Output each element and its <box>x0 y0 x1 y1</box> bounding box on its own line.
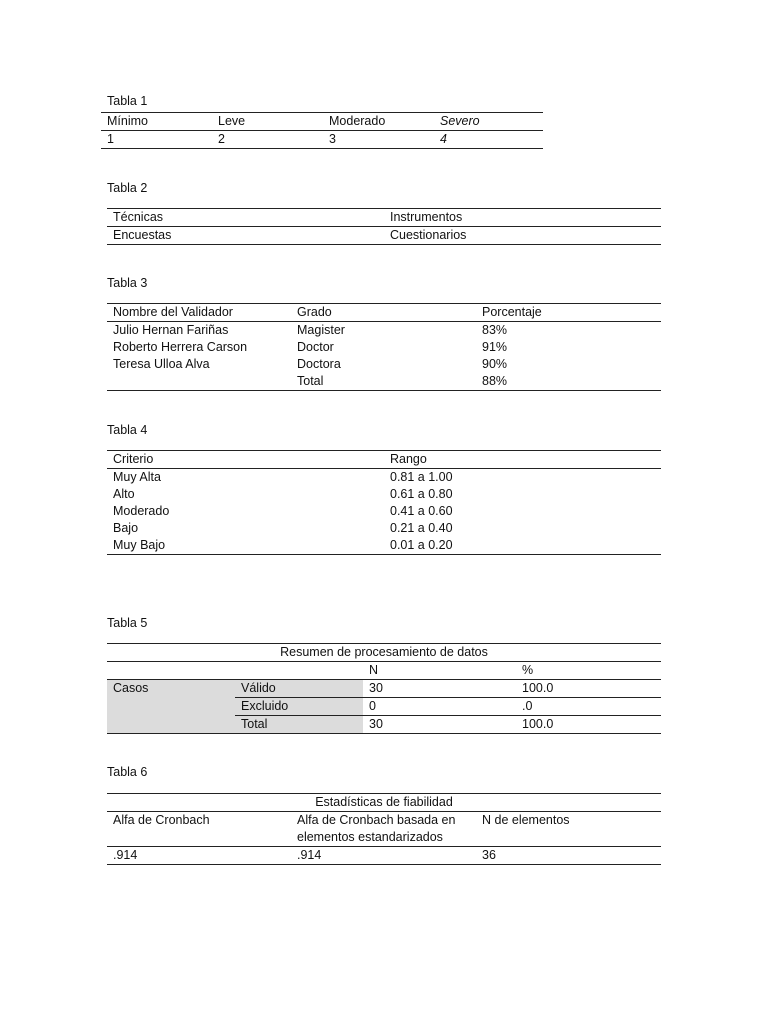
table-cell: 0.61 a 0.80 <box>390 487 453 501</box>
table-row <box>107 680 661 698</box>
table-cell: Teresa Ulloa Alva <box>113 357 210 371</box>
table-row <box>107 339 661 356</box>
table-row <box>107 486 661 503</box>
table-cell: 100.0 <box>516 716 661 734</box>
table-cell: Cuestionarios <box>384 227 661 245</box>
table-cell: 0.81 a 1.00 <box>390 470 453 484</box>
tabla6-table <box>107 793 661 865</box>
table-cell: 30 <box>363 716 516 734</box>
row-label: Total <box>235 716 363 734</box>
table-row <box>107 356 661 373</box>
total-label: Total <box>291 373 476 391</box>
header-cell: Moderado <box>323 113 434 131</box>
table-cell: Doctora <box>297 357 341 371</box>
row-label: Válido <box>235 680 363 698</box>
header-cell: Rango <box>384 451 661 469</box>
table-header-row <box>107 209 661 227</box>
table-title: Resumen de procesamiento de datos <box>107 644 661 662</box>
table-cell: Doctor <box>297 340 334 354</box>
table-cell: 30 <box>363 680 516 698</box>
table-cell: 100.0 <box>516 680 661 698</box>
table-cell: Bajo <box>113 521 139 535</box>
table-total-row <box>107 373 661 391</box>
header-cell: Mínimo <box>101 113 212 131</box>
tabla5-table <box>107 643 661 734</box>
total-value: 88% <box>476 373 661 391</box>
tabla5-caption: Tabla 5 <box>107 616 148 630</box>
table-cell: .0 <box>516 698 661 716</box>
table-title-row <box>107 794 661 812</box>
table-title: Estadísticas de fiabilidad <box>107 794 661 812</box>
header-cell: Alfa de Cronbach <box>107 812 291 847</box>
header-cell: Grado <box>291 304 476 322</box>
table-cell: Julio Hernan Fariñas <box>113 323 229 337</box>
table-cell: 0.41 a 0.60 <box>390 504 453 518</box>
header-cell-n: N <box>363 662 516 680</box>
header-cell <box>434 113 543 131</box>
tabla1-table <box>101 112 543 149</box>
header-cell-pct: % <box>516 662 661 680</box>
tabla2-table <box>107 208 661 245</box>
table-header-row <box>107 451 661 469</box>
table-cell: 3 <box>323 131 434 149</box>
table-cell: Encuestas <box>107 227 384 245</box>
table-cell: 0.01 a 0.20 <box>384 537 661 555</box>
table-cell: 0.21 a 0.40 <box>390 521 453 535</box>
table-cell: 2 <box>212 131 323 149</box>
table-cell: 83% <box>482 323 508 337</box>
tabla6-caption: Tabla 6 <box>107 765 148 779</box>
table-cell: 91% <box>482 340 508 354</box>
table-header-row <box>107 812 661 847</box>
table-row <box>107 503 661 520</box>
header-cell: Leve <box>212 113 323 131</box>
table-cell: Moderado <box>113 504 170 518</box>
table-cell: Muy Alta <box>113 470 161 484</box>
header-cell: Nombre del Validador <box>107 304 291 322</box>
group-label: Casos <box>107 680 235 734</box>
table-header-row <box>107 304 661 322</box>
table-cell <box>107 373 291 391</box>
tabla3-caption: Tabla 3 <box>107 276 148 290</box>
header-cell: Técnicas <box>107 209 384 227</box>
table-cell: Muy Bajo <box>107 537 384 555</box>
table-cell: .914 <box>107 847 291 865</box>
header-cell: Porcentaje <box>476 304 661 322</box>
header-cell-italic: Severo <box>440 114 480 128</box>
table-row <box>107 322 661 340</box>
table-row <box>107 847 661 865</box>
header-cell: Alfa de Cronbach basada en elementos estandarizados <box>291 812 476 847</box>
tabla4-caption: Tabla 4 <box>107 423 148 437</box>
table-header-row <box>101 113 543 131</box>
header-cell: N de elementos <box>476 812 661 847</box>
table-cell: 0 <box>363 698 516 716</box>
table-cell: 90% <box>482 357 508 371</box>
table-cell <box>434 131 543 149</box>
table-cell: Alto <box>113 487 135 501</box>
table-row <box>107 537 661 555</box>
header-cell: Instrumentos <box>384 209 661 227</box>
tabla3-table <box>107 303 661 391</box>
table-cell: .914 <box>291 847 476 865</box>
table-cell: Roberto Herrera Carson <box>113 340 248 354</box>
table-cell-italic: 4 <box>440 132 447 146</box>
table-row <box>101 131 543 149</box>
table-row <box>107 520 661 537</box>
tabla2-caption: Tabla 2 <box>107 181 148 195</box>
table-header-row <box>107 662 661 680</box>
row-label: Excluido <box>235 698 363 716</box>
table-row <box>107 469 661 487</box>
tabla1-caption: Tabla 1 <box>107 94 148 108</box>
tabla4-table <box>107 450 661 555</box>
header-cell <box>235 662 363 680</box>
table-cell: 36 <box>476 847 661 865</box>
table-title-row <box>107 644 661 662</box>
table-cell: Magister <box>297 323 345 337</box>
header-cell: Criterio <box>107 451 384 469</box>
table-row <box>107 227 661 245</box>
header-cell <box>107 662 235 680</box>
table-cell: 1 <box>101 131 212 149</box>
